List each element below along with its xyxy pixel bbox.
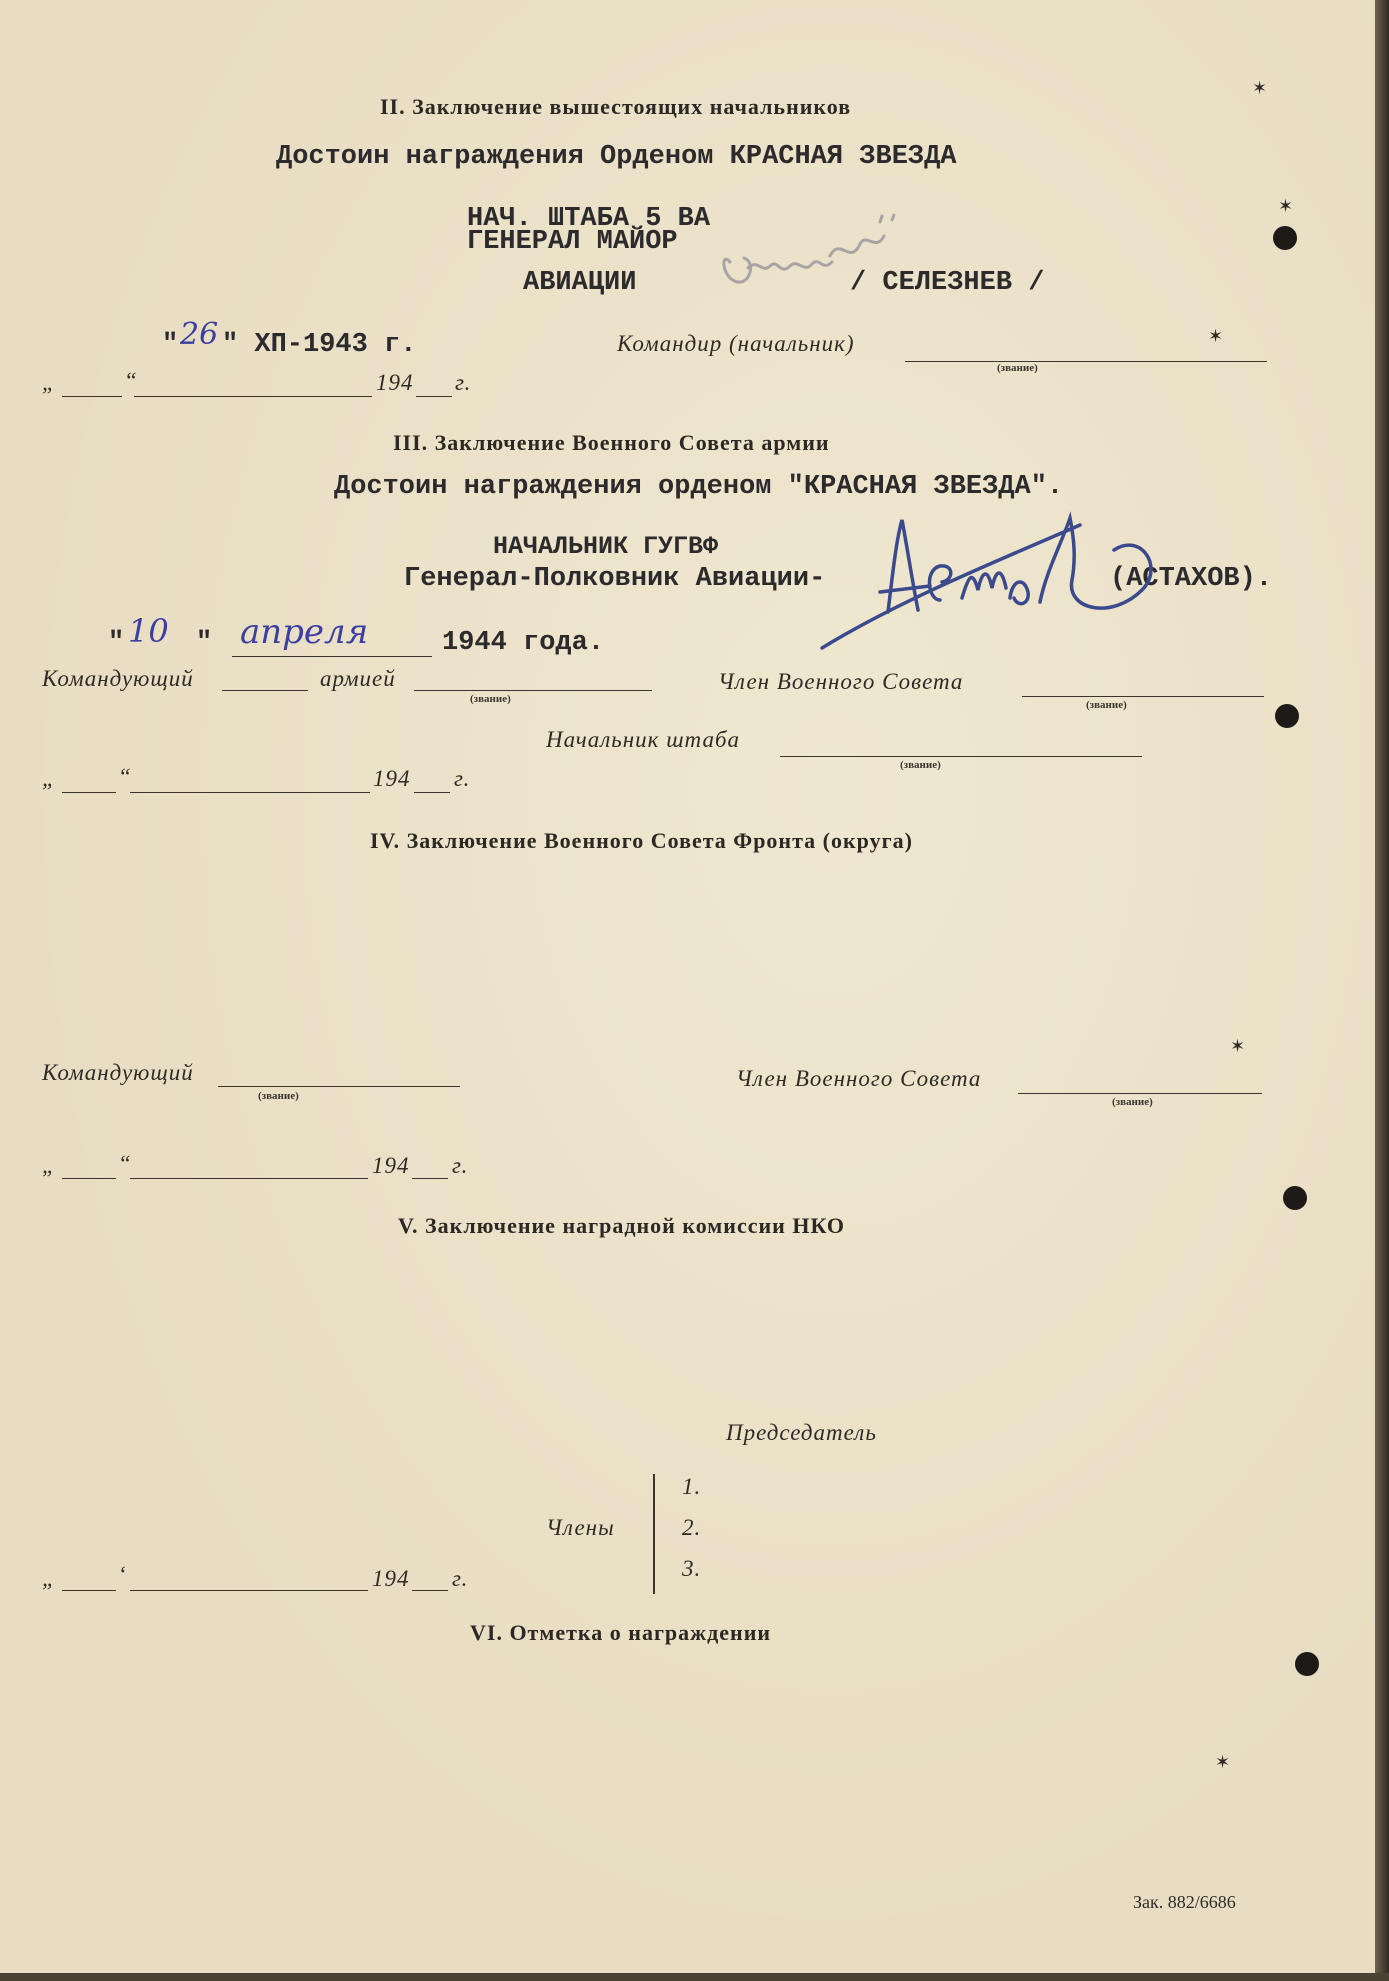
section4-council-rank-hint: (звание) xyxy=(1112,1096,1153,1108)
section2-rank-hint: (звание) xyxy=(997,362,1038,374)
section3-blank-date-prefix: „ xyxy=(42,766,56,791)
section5-blank-date-year: 194 xyxy=(372,1566,410,1591)
section3-council-rank-hint: (звание) xyxy=(1086,699,1127,711)
section5-blank-date-suffix: г. xyxy=(452,1566,469,1591)
section2-sign-name: / СЕЛЕЗНЕВ / xyxy=(850,268,1045,298)
section2-blank-date-year: 194 xyxy=(376,370,414,395)
section2-sign-line2: ГЕНЕРАЛ МАЙОР xyxy=(467,227,678,257)
section3-council-label: Член Военного Совета xyxy=(718,669,964,694)
paper-speck: ✶ xyxy=(1215,1752,1231,1773)
section3-army-label: армией xyxy=(320,666,396,691)
paper-speck: ✶ xyxy=(1278,196,1294,217)
section4-heading: IV. Заключение Военного Совета Фронта (округа) xyxy=(370,828,913,853)
punch-hole xyxy=(1273,226,1297,250)
section2-date-rest: " XП-1943 г. xyxy=(222,330,417,360)
section3-date-month: апреля xyxy=(240,612,369,652)
section2-blank-date-suffix: г. xyxy=(455,370,472,395)
section3-sign-name: (АСТАХОВ). xyxy=(1110,564,1273,594)
section5-member-2: 2. xyxy=(682,1515,702,1540)
section3-date-day: 10 xyxy=(128,612,169,650)
section3-blank-date-quote: “ xyxy=(118,764,132,789)
paper-speck: ✶ xyxy=(1252,78,1268,99)
section5-blank-date-quote: ‘ xyxy=(118,1562,127,1587)
section4-blank-date-prefix: „ xyxy=(42,1153,56,1178)
punch-hole xyxy=(1283,1186,1307,1210)
section2-verdict: Достоин награждения Орденом КРАСНАЯ ЗВЕЗДА xyxy=(276,142,957,172)
section5-member-3: 3. xyxy=(682,1556,702,1581)
punch-hole xyxy=(1275,704,1299,728)
section5-blank-date-prefix: „ xyxy=(42,1566,56,1591)
section3-date-mid-quote: " xyxy=(196,628,213,658)
section2-sign-line1: НАЧ. ШТАБА 5 ВА xyxy=(467,204,711,234)
section4-commander-label: Командующий xyxy=(42,1060,194,1085)
section4-commander-rank-hint: (звание) xyxy=(258,1090,299,1102)
section2-blank-date-prefix: „ xyxy=(42,370,56,395)
paper-speck: ✶ xyxy=(1208,326,1224,347)
section3-sign-line2: Генерал-Полковник Авиации- xyxy=(404,564,826,594)
section3-date-year: 1944 года. xyxy=(442,628,605,658)
section4-blank-date-year: 194 xyxy=(372,1153,410,1178)
section2-date-open-quote: " xyxy=(162,330,179,360)
section2-blank-date-quote: “ xyxy=(124,368,138,393)
section6-heading: VI. Отметка о награждении xyxy=(470,1620,772,1645)
section3-date-open-quote: " xyxy=(108,628,125,658)
section5-heading: V. Заключение наградной комиссии НКО xyxy=(398,1213,845,1238)
section3-verdict: Достоин награждения орденом "КРАСНАЯ ЗВЕЗДА". xyxy=(334,472,1064,502)
section3-commander-label: Командующий xyxy=(42,666,194,691)
section4-blank-date-suffix: г. xyxy=(452,1153,469,1178)
section3-heading: III. Заключение Военного Совета армии xyxy=(393,430,830,455)
section3-army-rank-hint: (звание) xyxy=(470,693,511,705)
section4-blank-date-quote: “ xyxy=(118,1151,132,1176)
section3-chief-rank-hint: (звание) xyxy=(900,759,941,771)
section3-chief-label: Начальник штаба xyxy=(546,727,741,752)
paper-speck: ✶ xyxy=(1230,1036,1246,1057)
section3-sign-line1: НАЧАЛЬНИК ГУГВФ xyxy=(493,532,719,561)
section3-blank-date-year: 194 xyxy=(373,766,411,791)
section5-members-label: Члены xyxy=(546,1515,615,1540)
section2-date-day: 26 xyxy=(180,317,219,352)
punch-hole xyxy=(1295,1652,1319,1676)
section5-member-1: 1. xyxy=(682,1474,702,1499)
section4-council-label: Член Военного Совета xyxy=(736,1066,982,1091)
section5-chairman-label: Председатель xyxy=(726,1420,877,1445)
section2-commander-label: Командир (начальник) xyxy=(617,331,855,356)
section2-sign-line3: АВИАЦИИ xyxy=(523,268,637,298)
astakhov-signature xyxy=(822,518,1151,648)
section2-heading: II. Заключение вышестоящих начальников xyxy=(380,94,852,119)
seleznev-signature xyxy=(724,215,894,282)
section3-blank-date-suffix: г. xyxy=(454,766,471,791)
footer-order-number: Зак. 882/6686 xyxy=(1133,1892,1236,1912)
